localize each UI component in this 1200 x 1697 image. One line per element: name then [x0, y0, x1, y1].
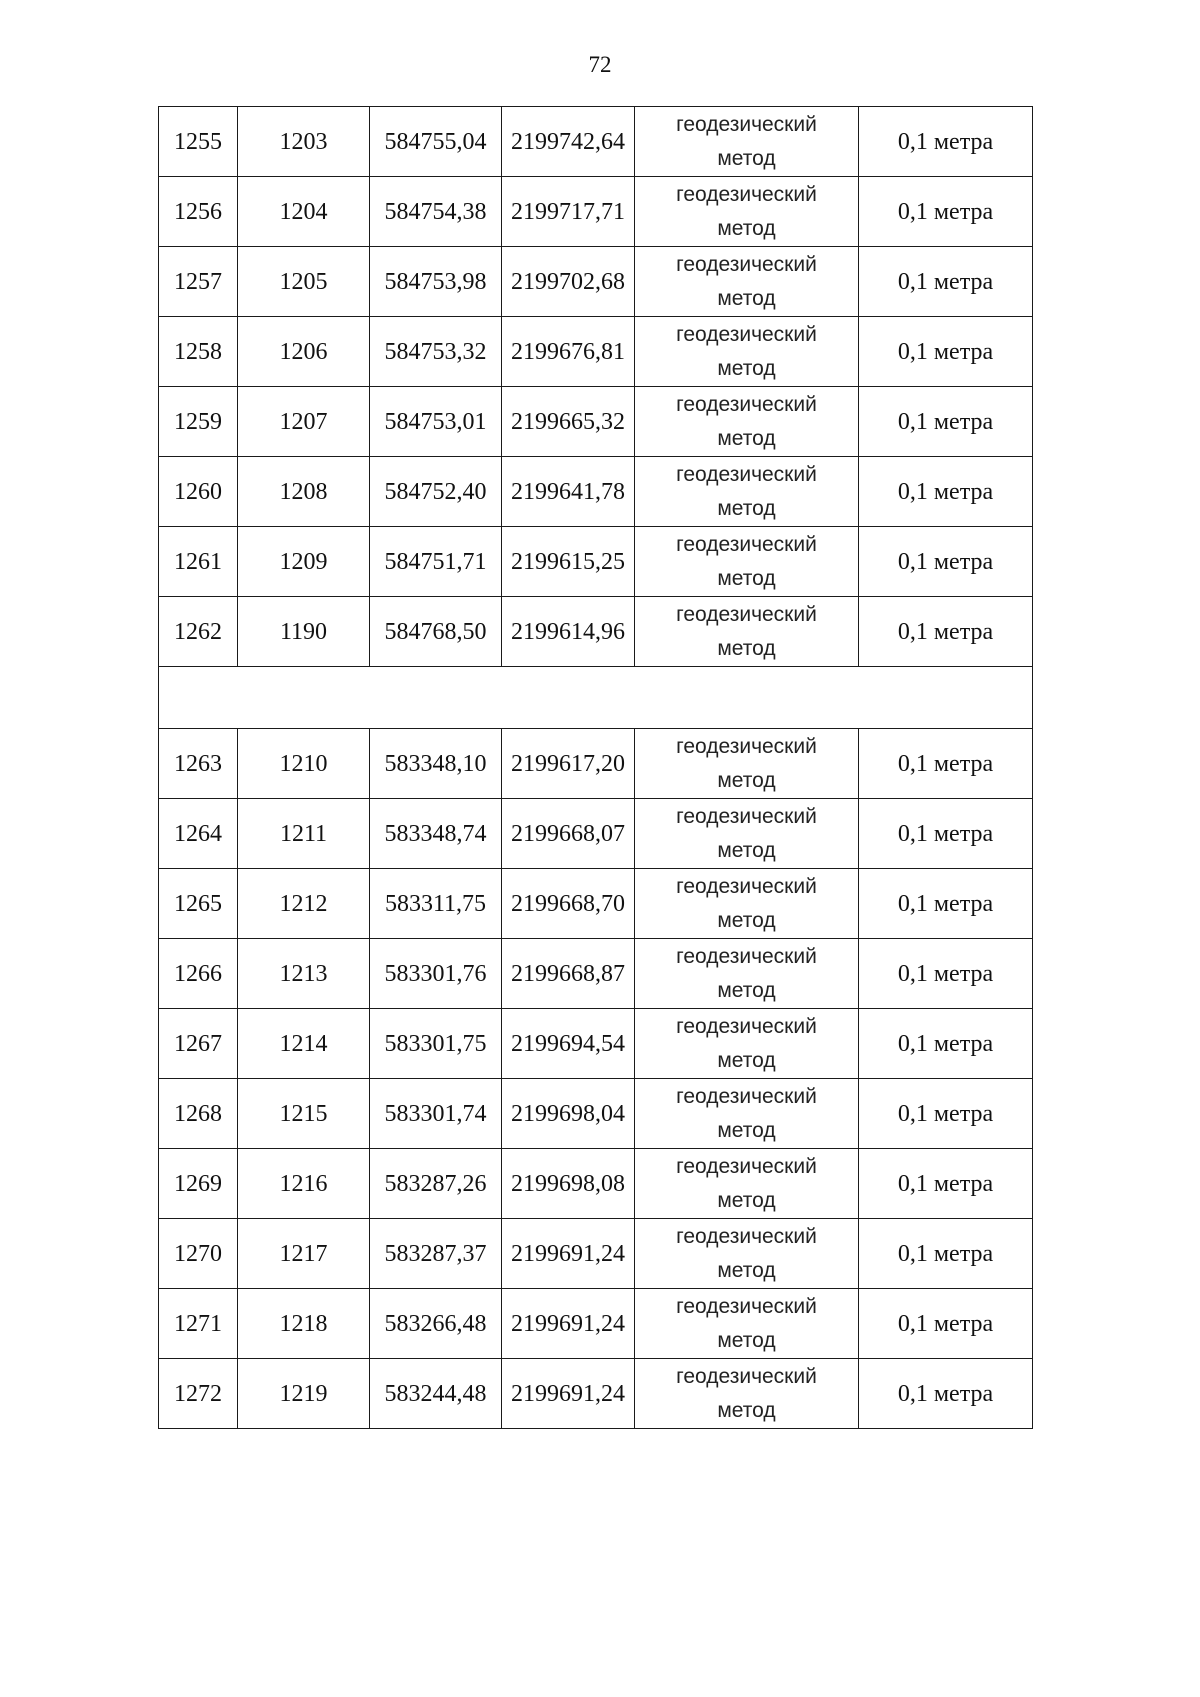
method-line-2: метод	[717, 1328, 776, 1352]
method-line-1: геодезический	[676, 804, 817, 828]
method-line-2: метод	[717, 1188, 776, 1212]
method-cell	[635, 177, 859, 247]
method-line-2: метод	[717, 146, 776, 170]
table-row	[159, 729, 1033, 799]
row-number-cell: 1268	[159, 1079, 238, 1149]
method-line-2: метод	[717, 768, 776, 792]
method-cell	[635, 1149, 859, 1219]
method-line-1: геодезический	[676, 734, 817, 758]
point-number-cell: 1219	[238, 1359, 370, 1429]
method-line-2: метод	[717, 1258, 776, 1282]
accuracy-cell: 0,1 метра	[859, 107, 1033, 177]
row-number-cell: 1269	[159, 1149, 238, 1219]
method-line-1: геодезический	[676, 252, 817, 276]
method-line-1: геодезический	[676, 1224, 817, 1248]
method-line-2: метод	[717, 1048, 776, 1072]
point-number-cell: 1190	[238, 597, 370, 667]
row-number-cell: 1259	[159, 387, 238, 457]
row-number-cell: 1270	[159, 1219, 238, 1289]
x-coordinate-cell: 584752,40	[370, 457, 502, 527]
y-coordinate-cell: 2199717,71	[502, 177, 635, 247]
table-row	[159, 1009, 1033, 1079]
table-row	[159, 869, 1033, 939]
x-coordinate-cell: 584753,32	[370, 317, 502, 387]
y-coordinate-cell: 2199698,08	[502, 1149, 635, 1219]
accuracy-cell: 0,1 метра	[859, 1009, 1033, 1079]
x-coordinate-cell: 583301,76	[370, 939, 502, 1009]
row-number-cell: 1256	[159, 177, 238, 247]
method-line-1: геодезический	[676, 1364, 817, 1388]
row-number-cell: 1260	[159, 457, 238, 527]
table-row	[159, 527, 1033, 597]
accuracy-cell: 0,1 метра	[859, 799, 1033, 869]
method-line-2: метод	[717, 426, 776, 450]
y-coordinate-cell: 2199641,78	[502, 457, 635, 527]
method-cell	[635, 107, 859, 177]
method-cell	[635, 527, 859, 597]
accuracy-cell: 0,1 метра	[859, 527, 1033, 597]
contour-separator-row	[159, 667, 1033, 729]
method-cell	[635, 939, 859, 1009]
method-cell	[635, 1359, 859, 1429]
point-number-cell: 1206	[238, 317, 370, 387]
method-line-2: метод	[717, 356, 776, 380]
point-number-cell: 1203	[238, 107, 370, 177]
point-number-cell: 1208	[238, 457, 370, 527]
row-number-cell: 1257	[159, 247, 238, 317]
table-row	[159, 457, 1033, 527]
table-row	[159, 247, 1033, 317]
accuracy-cell: 0,1 метра	[859, 597, 1033, 667]
table-row	[159, 1079, 1033, 1149]
x-coordinate-cell: 584755,04	[370, 107, 502, 177]
method-cell	[635, 799, 859, 869]
x-coordinate-cell: 583348,10	[370, 729, 502, 799]
method-line-2: метод	[717, 838, 776, 862]
y-coordinate-cell: 2199668,07	[502, 799, 635, 869]
method-cell	[635, 1289, 859, 1359]
point-number-cell: 1218	[238, 1289, 370, 1359]
method-cell	[635, 1079, 859, 1149]
accuracy-cell: 0,1 метра	[859, 729, 1033, 799]
x-coordinate-cell: 584768,50	[370, 597, 502, 667]
point-number-cell: 1217	[238, 1219, 370, 1289]
point-number-cell: 1210	[238, 729, 370, 799]
x-coordinate-cell: 584753,01	[370, 387, 502, 457]
x-coordinate-cell: 584751,71	[370, 527, 502, 597]
method-cell	[635, 597, 859, 667]
table-row	[159, 799, 1033, 869]
method-line-2: метод	[717, 496, 776, 520]
method-line-2: метод	[717, 1398, 776, 1422]
row-number-cell: 1264	[159, 799, 238, 869]
x-coordinate-cell: 583301,75	[370, 1009, 502, 1079]
x-coordinate-cell: 584753,98	[370, 247, 502, 317]
coordinates-table-body	[159, 107, 1033, 1429]
x-coordinate-cell: 583301,74	[370, 1079, 502, 1149]
method-cell	[635, 247, 859, 317]
y-coordinate-cell: 2199615,25	[502, 527, 635, 597]
accuracy-cell: 0,1 метра	[859, 247, 1033, 317]
accuracy-cell: 0,1 метра	[859, 1359, 1033, 1429]
point-number-cell: 1211	[238, 799, 370, 869]
point-number-cell: 1216	[238, 1149, 370, 1219]
method-line-1: геодезический	[676, 1294, 817, 1318]
table-row	[159, 939, 1033, 1009]
method-line-1: геодезический	[676, 1084, 817, 1108]
row-number-cell: 1263	[159, 729, 238, 799]
coordinates-table	[158, 106, 1033, 1429]
point-number-cell: 1204	[238, 177, 370, 247]
y-coordinate-cell: 2199668,87	[502, 939, 635, 1009]
method-cell	[635, 1009, 859, 1079]
row-number-cell: 1272	[159, 1359, 238, 1429]
accuracy-cell: 0,1 метра	[859, 869, 1033, 939]
method-line-2: метод	[717, 216, 776, 240]
table-row	[159, 177, 1033, 247]
point-number-cell: 1215	[238, 1079, 370, 1149]
row-number-cell: 1255	[159, 107, 238, 177]
point-number-cell: 1209	[238, 527, 370, 597]
y-coordinate-cell: 2199702,68	[502, 247, 635, 317]
x-coordinate-cell: 584754,38	[370, 177, 502, 247]
y-coordinate-cell: 2199617,20	[502, 729, 635, 799]
point-number-cell: 1214	[238, 1009, 370, 1079]
row-number-cell: 1261	[159, 527, 238, 597]
method-line-2: метод	[717, 908, 776, 932]
accuracy-cell: 0,1 метра	[859, 387, 1033, 457]
table-row	[159, 107, 1033, 177]
row-number-cell: 1267	[159, 1009, 238, 1079]
method-line-1: геодезический	[676, 462, 817, 486]
x-coordinate-cell: 583266,48	[370, 1289, 502, 1359]
accuracy-cell: 0,1 метра	[859, 457, 1033, 527]
table-row	[159, 387, 1033, 457]
y-coordinate-cell: 2199691,24	[502, 1219, 635, 1289]
method-cell	[635, 869, 859, 939]
point-number-cell: 1205	[238, 247, 370, 317]
separator-cell	[159, 667, 1033, 729]
method-line-1: геодезический	[676, 182, 817, 206]
point-number-cell: 1212	[238, 869, 370, 939]
method-line-1: геодезический	[676, 112, 817, 136]
row-number-cell: 1271	[159, 1289, 238, 1359]
row-number-cell: 1266	[159, 939, 238, 1009]
method-line-1: геодезический	[676, 944, 817, 968]
y-coordinate-cell: 2199694,54	[502, 1009, 635, 1079]
method-line-1: геодезический	[676, 322, 817, 346]
y-coordinate-cell: 2199614,96	[502, 597, 635, 667]
y-coordinate-cell: 2199665,32	[502, 387, 635, 457]
accuracy-cell: 0,1 метра	[859, 939, 1033, 1009]
method-cell	[635, 729, 859, 799]
accuracy-cell: 0,1 метра	[859, 1289, 1033, 1359]
page-number: 72	[588, 52, 612, 77]
method-cell	[635, 387, 859, 457]
point-number-cell: 1213	[238, 939, 370, 1009]
row-number-cell: 1262	[159, 597, 238, 667]
y-coordinate-cell: 2199676,81	[502, 317, 635, 387]
method-cell	[635, 317, 859, 387]
method-line-2: метод	[717, 978, 776, 1002]
row-number-cell: 1265	[159, 869, 238, 939]
y-coordinate-cell: 2199698,04	[502, 1079, 635, 1149]
table-row	[159, 1289, 1033, 1359]
accuracy-cell: 0,1 метра	[859, 1219, 1033, 1289]
row-number-cell: 1258	[159, 317, 238, 387]
method-line-1: геодезический	[676, 602, 817, 626]
point-number-cell: 1207	[238, 387, 370, 457]
method-line-2: метод	[717, 636, 776, 660]
table-row	[159, 317, 1033, 387]
table-row	[159, 1219, 1033, 1289]
method-line-1: геодезический	[676, 1154, 817, 1178]
x-coordinate-cell: 583348,74	[370, 799, 502, 869]
table-row	[159, 597, 1033, 667]
accuracy-cell: 0,1 метра	[859, 317, 1033, 387]
y-coordinate-cell: 2199691,24	[502, 1289, 635, 1359]
method-line-1: геодезический	[676, 392, 817, 416]
table-row	[159, 1149, 1033, 1219]
x-coordinate-cell: 583244,48	[370, 1359, 502, 1429]
method-line-2: метод	[717, 1118, 776, 1142]
x-coordinate-cell: 583287,37	[370, 1219, 502, 1289]
accuracy-cell: 0,1 метра	[859, 177, 1033, 247]
table-row	[159, 1359, 1033, 1429]
x-coordinate-cell: 583311,75	[370, 869, 502, 939]
method-cell	[635, 457, 859, 527]
x-coordinate-cell: 583287,26	[370, 1149, 502, 1219]
method-line-1: геодезический	[676, 532, 817, 556]
method-line-1: геодезический	[676, 1014, 817, 1038]
y-coordinate-cell: 2199742,64	[502, 107, 635, 177]
y-coordinate-cell: 2199668,70	[502, 869, 635, 939]
accuracy-cell: 0,1 метра	[859, 1079, 1033, 1149]
method-line-2: метод	[717, 286, 776, 310]
method-line-1: геодезический	[676, 874, 817, 898]
method-cell	[635, 1219, 859, 1289]
y-coordinate-cell: 2199691,24	[502, 1359, 635, 1429]
accuracy-cell: 0,1 метра	[859, 1149, 1033, 1219]
method-line-2: метод	[717, 566, 776, 590]
